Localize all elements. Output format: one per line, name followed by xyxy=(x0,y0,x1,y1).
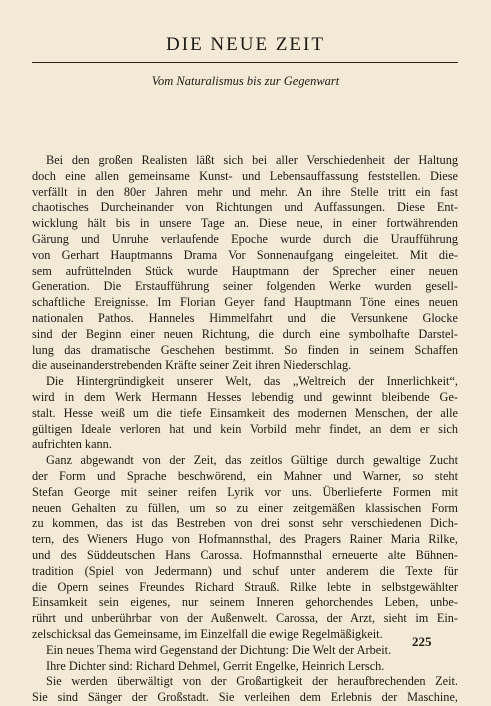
text-line: Stefan George mit seiner reifen Lyrik vor uns. Überlieferte Formen mit xyxy=(32,484,458,499)
chapter-subtitle: Vom Naturalismus bis zur Gegenwart xyxy=(151,74,340,88)
page-number: 225 xyxy=(412,634,432,649)
page-header-title: DIE NEUE ZEIT xyxy=(166,34,325,55)
text-line: chaotisches Durcheinander von Richtungen und Auffassungen. Diese Ent- xyxy=(32,200,458,215)
text-line: lung das dramatische Geschehen bestimmt. So finden in seinem Schaffen xyxy=(32,342,458,357)
text-line: Ganz abgewandt von der Zeit, das zeitlos Gültige durch gewaltige Zucht xyxy=(46,453,458,468)
text-line: stalt. Hesse weiß um die tiefe Einsamkeit des modernen Menschen, der alle xyxy=(32,405,458,420)
text-line: gültigen Ideale verloren hat und kein Vorbild mehr findet, an dem er sich xyxy=(32,421,458,436)
text-line: Einsamkeit sein eigenes, nur seinem Inneren gehorchendes Leben, unbe- xyxy=(32,595,458,610)
text-line: und des Süddeutschen Hans Carossa. Hofmannsthal erneuerte alte Bühnen- xyxy=(32,547,458,562)
text-line: Sie werden überwältigt von der Großartigkeit der heraufbrechenden Zeit. xyxy=(46,674,458,689)
header-rule xyxy=(32,62,458,63)
text-line: der Form und Sprache beschwörend, ein Mahner und Warner, so steht xyxy=(32,468,458,483)
text-line: doch eine allen gemeinsame Kunst- und Lebensauffassung feststellen. Diese xyxy=(32,168,458,183)
text-line: sind der Beginn einer neuen Richtung, die durch eine symbolhafte Darstel- xyxy=(32,326,458,341)
text-line: nationalen Pathos. Hanneles Himmelfahrt und die Versunkene Glocke xyxy=(32,310,458,325)
text-line: wicklung hält bis in unsere Tage an. Diese neue, in einer fortwährenden xyxy=(32,216,458,231)
text-line: Generation. Die Erstaufführung seiner folgenden Werke wurden gesell- xyxy=(32,279,458,294)
body-text xyxy=(32,153,458,706)
text-line: rührt und unberührbar von der Außenwelt. Carossa, der Arzt, sieht im Ein- xyxy=(32,611,458,626)
text-line: von Gerhart Hauptmanns Drama Vor Sonnenaufgang eingeleitet. Mit die- xyxy=(32,247,458,262)
text-line: Ein neues Thema wird Gegenstand der Dichtung: Die Welt der Arbeit. xyxy=(46,642,392,657)
text-line: die auseinanderstrebenden Kräfte seiner Zeit ihren Niederschlag. xyxy=(32,358,352,373)
text-line: aufrichten kann. xyxy=(32,437,112,452)
text-line: zu kommen, das ist das Bestreben von drei sonst sehr verschiedenen Dich- xyxy=(32,516,458,531)
text-line: sem aufrüttelnden Stück wurde Hauptmann der Sprecher einer neuen xyxy=(32,263,458,278)
text-line: tern, des Wieners Hugo von Hofmannsthal, des Pragers Rainer Maria Rilke, xyxy=(32,532,458,547)
text-line: Ihre Dichter sind: Richard Dehmel, Gerrit Engelke, Heinrich Lersch. xyxy=(46,658,385,673)
text-line: wird in dem Werk Hermann Hesses lebendig und gewinnt bleibende Ge- xyxy=(32,389,458,404)
text-line: die Opern seines Freundes Richard Strauß. Rilke lebte in selbstgewählter xyxy=(32,579,458,594)
text-line: schaftliche Ereignisse. Im Florian Geyer fand Hauptmann Töne eines neuen xyxy=(32,295,458,310)
text-line: Bei den großen Realisten läßt sich bei aller Verschiedenheit der Haltung xyxy=(46,153,458,167)
text-line: Sie sind Sänger der Großstadt. Sie verleihen dem Erlebnis der Maschine, xyxy=(32,690,458,705)
text-line: neuen Gehalten zu füllen, um so zu einer zeitgemäßen klassischen Form xyxy=(32,500,458,515)
text-line: tradition (Spiel von Jedermann) und schuf unter anderem die Texte für xyxy=(32,563,458,578)
text-line: Die Hintergründigkeit unserer Welt, das „Weltreich der Innerlichkeit“, xyxy=(46,374,458,389)
text-line: Gärung und Unruhe verlaufende Epoche wurde durch die Uraufführung xyxy=(32,231,458,246)
text-line: verfällt in den 80er Jahren mehr und mehr. An ihre Stelle tritt ein fast xyxy=(32,184,458,199)
text-line: zelschicksal das Gemeinsame, im Einzelfall die ewige Regelmäßigkeit. xyxy=(32,626,383,641)
